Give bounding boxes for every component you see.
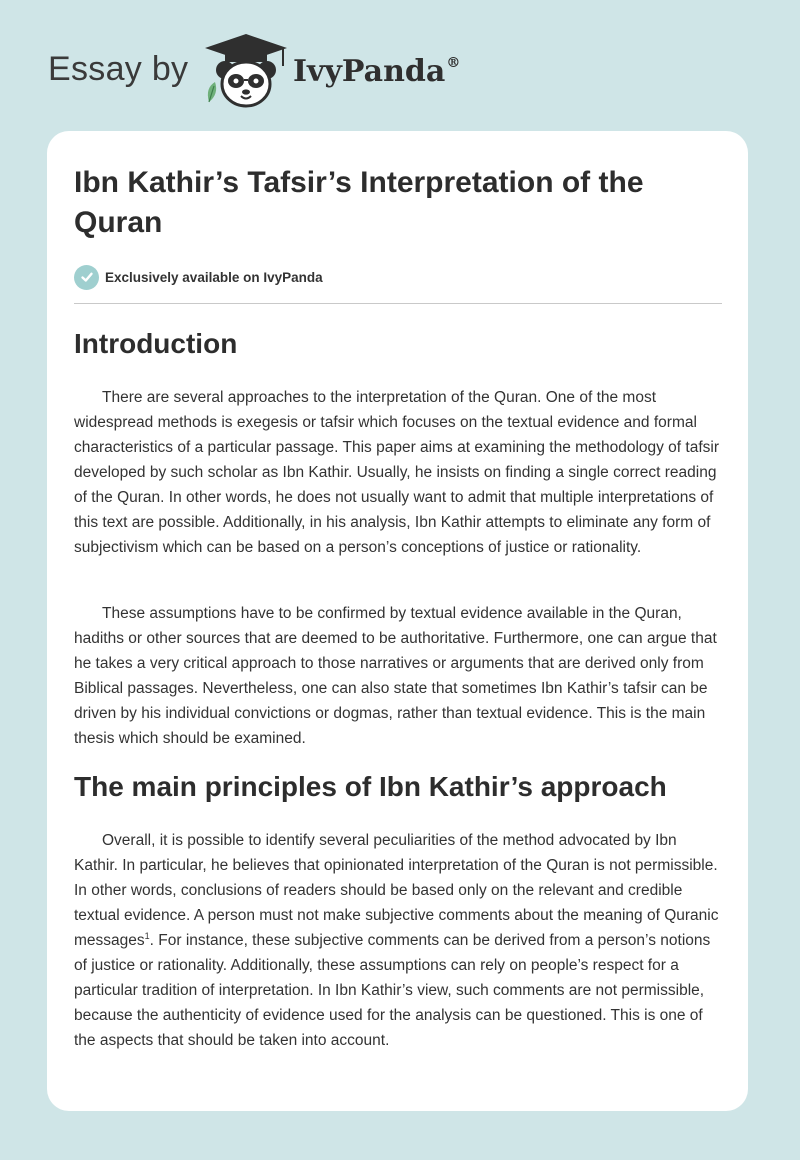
essay-by-label: Essay by	[48, 50, 189, 88]
brand-text: IvyPanda	[293, 54, 446, 89]
registered-mark: ®	[446, 55, 461, 71]
section-heading-introduction: Introduction	[74, 328, 238, 359]
exclusive-badge	[74, 264, 323, 290]
footnote-ref[interactable]: 1	[144, 930, 150, 941]
divider	[74, 303, 722, 304]
paragraph-text: . For instance, these subjective comments can be derived from a person’s notions of justice or rationality. Additionally, these assumptions can rely on people’s respect for a particular tradition of interpretation. In Ibn Kathir’s view, such comments are not permissible, because the authenticity of evidence used for the analysis can be questioned. This is one of the aspects that should be taken into account.	[74, 932, 711, 1049]
page-title: Ibn Kathir’s Tafsir’s Interpretation of the Quran	[74, 166, 644, 239]
badge-label: Exclusively available on IvyPanda	[105, 269, 323, 285]
essay-card	[47, 131, 748, 1111]
paragraph	[74, 828, 724, 1053]
paragraph: These assumptions have to be confirmed by textual evidence available in the Quran, hadiths or other sources that are deemed to be authoritative. Furthermore, one can argue that he takes a very critical approach to those narratives or arguments that are derived only from Biblical passages. Nevertheless, one can also state that sometimes Ibn Kathir’s tafsir can be driven by his individual convictions or dogmas, rather than textual evidence. This is the main thesis which should be examined.	[74, 605, 717, 747]
section-heading-main-principles: The main principles of Ibn Kathir’s approach	[74, 771, 667, 802]
brand-name[interactable]	[293, 54, 460, 89]
check-circle-icon	[74, 265, 99, 290]
paragraph: There are several approaches to the interpretation of the Quran. One of the most widespread methods is exegesis or tafsir which focuses on the textual evidence and formal characteristics of a particular passage. This paper aims at examining the methodology of tafsir developed by such scholar as Ibn Kathir. Usually, he insists on finding a single correct reading of the Quran. In other words, he does not usually want to admit that multiple interpretations of this text are possible. Additionally, in his analysis, Ibn Kathir attempts to eliminate any form of subjectivism which can be based on a person’s conceptions of justice or rationality.	[74, 389, 720, 556]
paragraph-text: Overall, it is possible to identify several peculiarities of the method advocated by Ibn Kathir. In particular, he believes that opinionated interpretation of the Quran is not permissible. In other words, conclusions of readers should be based only on the relevant and credible textual evidence. A person must not make subjective comments about the meaning of Quranic messages	[74, 832, 719, 949]
site-header	[48, 30, 748, 110]
panda-graduate-icon[interactable]	[203, 32, 289, 110]
